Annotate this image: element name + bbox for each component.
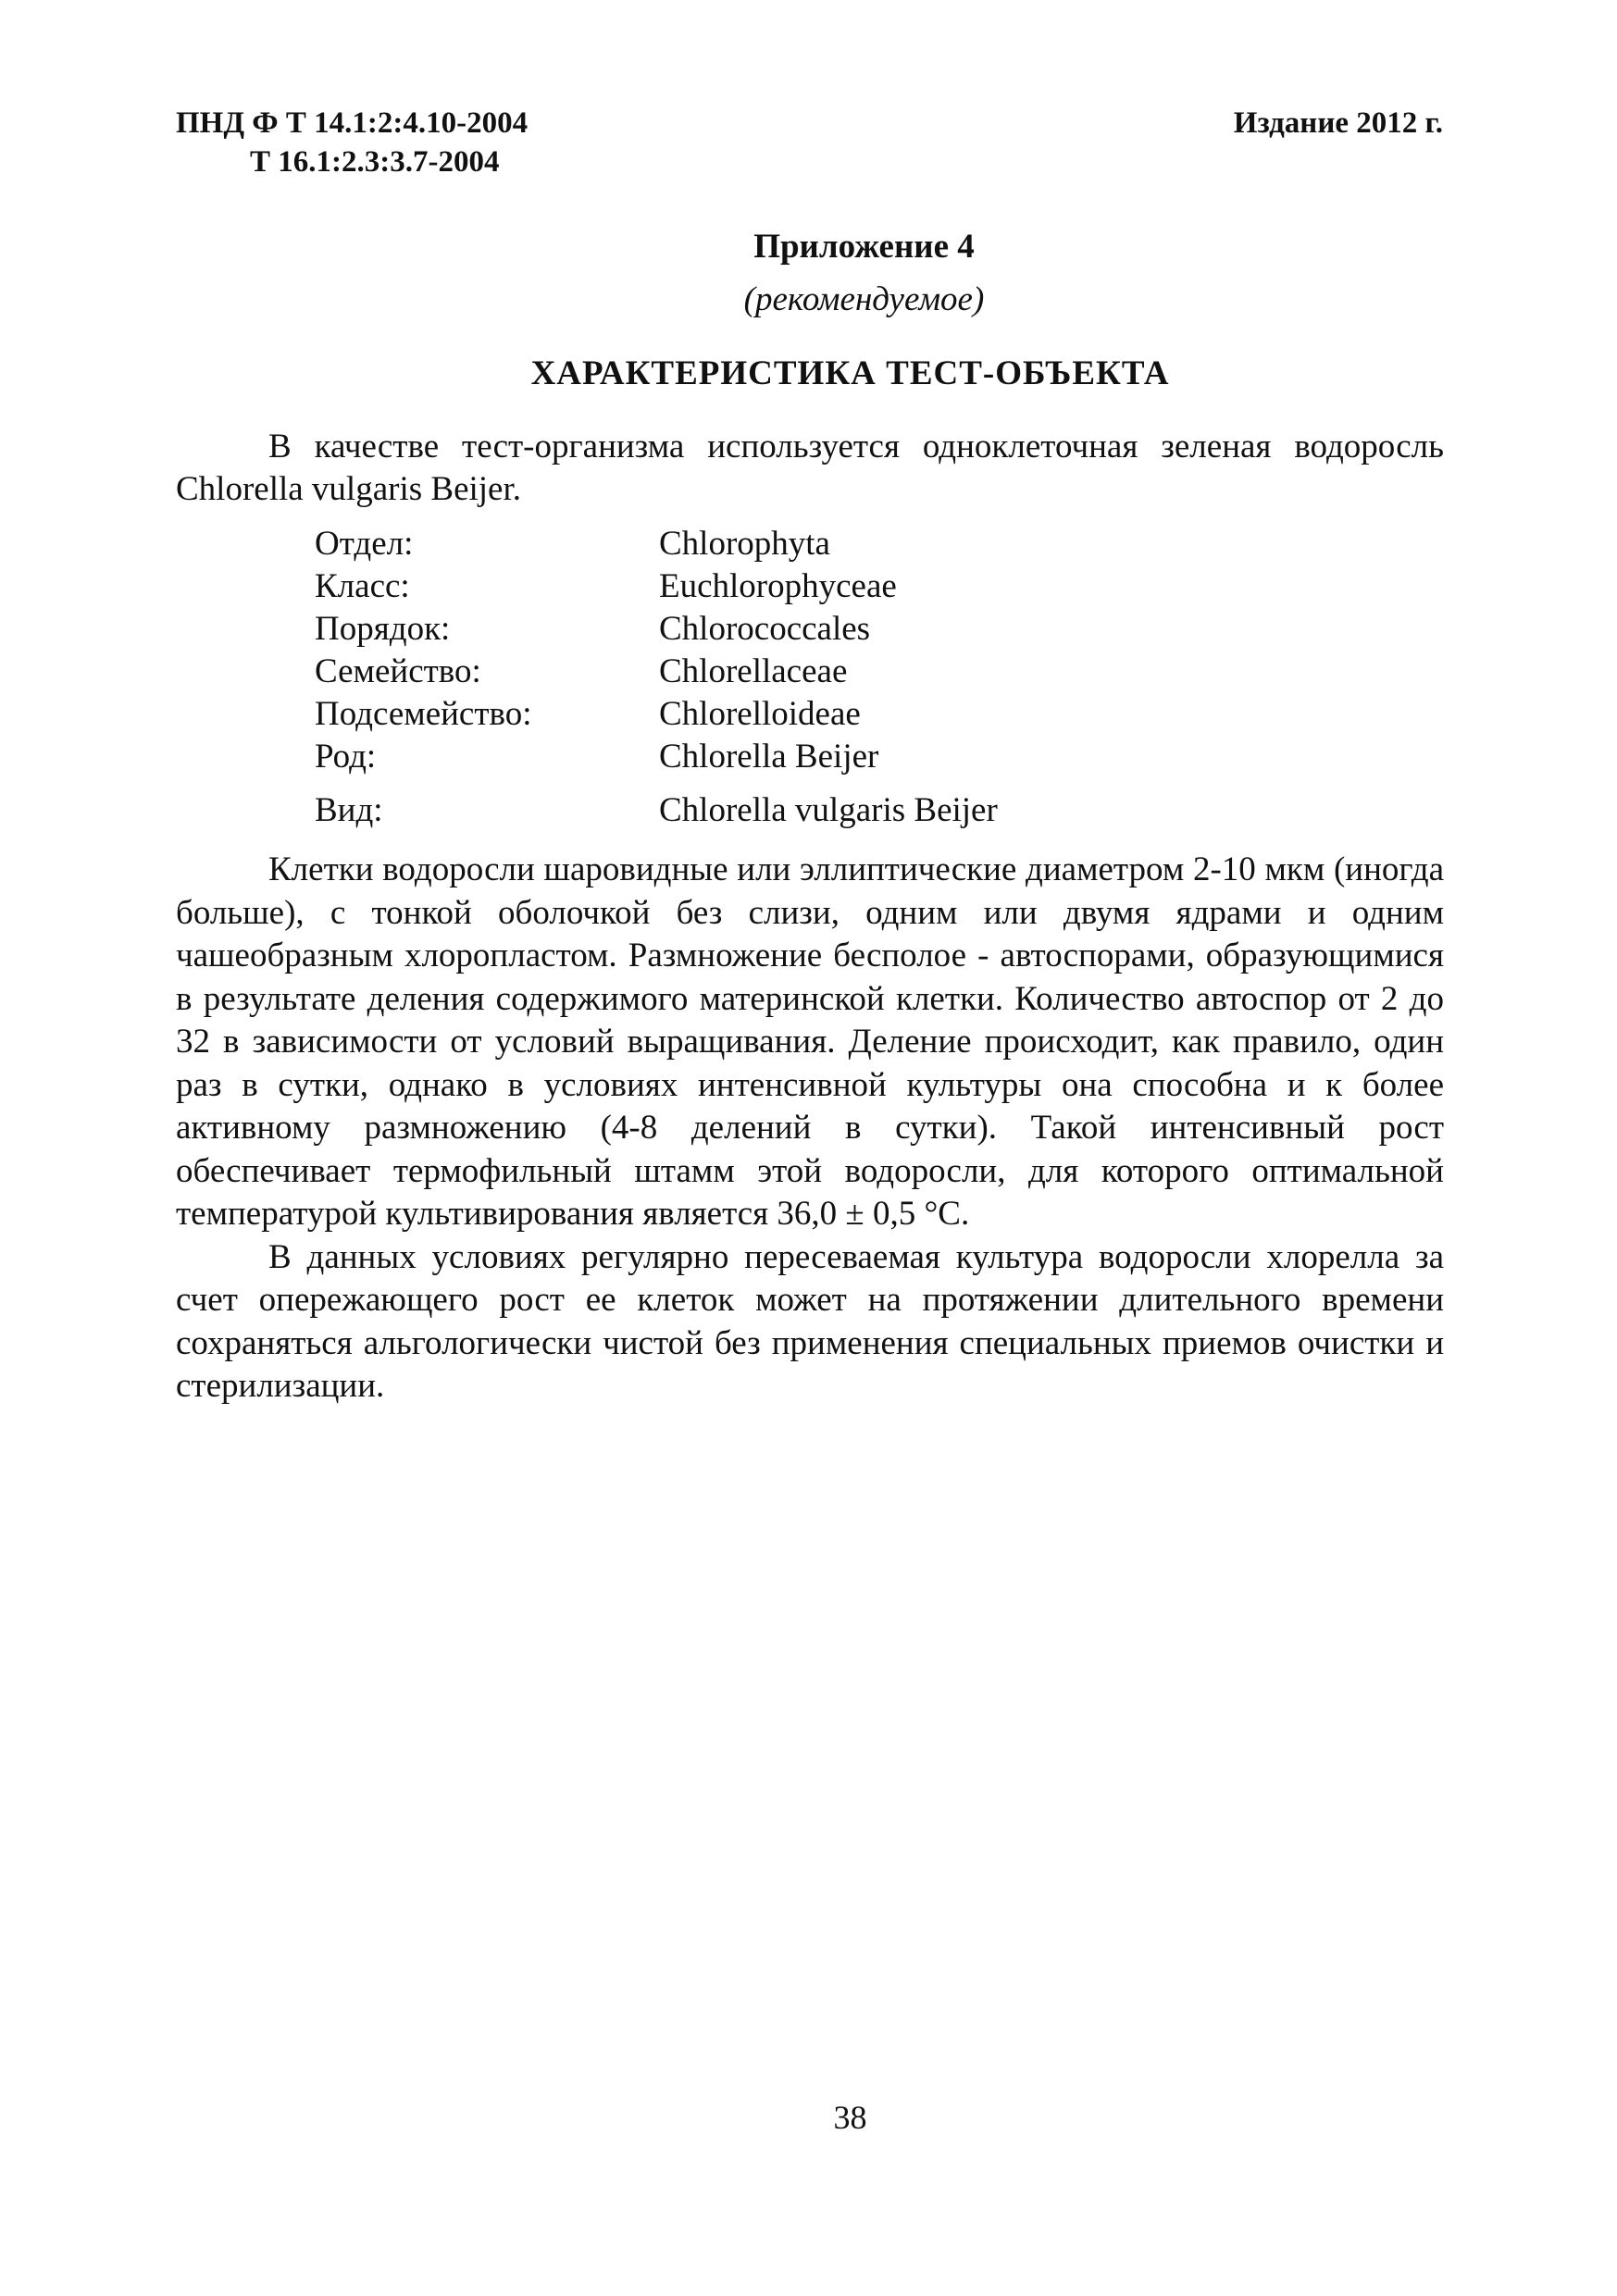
intro-paragraph: В качестве тест-организма используется одноклеточная зеленая водоросль Chlorella vulgaris Beijer. [176, 428, 1444, 508]
taxonomy-value: Chlorelloideae [659, 695, 861, 733]
taxonomy-row [315, 693, 998, 736]
taxonomy-table [315, 523, 998, 832]
taxonomy-row [315, 736, 998, 778]
taxonomy-rank: Подсемейство: [315, 695, 532, 733]
taxonomy-value: Chlorella Beijer [659, 738, 879, 776]
taxonomy-rank: Класс: [315, 567, 410, 605]
taxonomy-row [315, 608, 998, 651]
taxonomy-rank: Род: [315, 738, 377, 776]
taxonomy-rank: Семейство: [315, 652, 481, 690]
taxonomy-rank: Отдел: [315, 525, 414, 563]
body-text [176, 849, 1444, 1409]
taxonomy-row [315, 523, 998, 565]
taxonomy-value: Chlorellaceae [659, 652, 848, 690]
body-paragraph: В данных условиях регулярно пересеваемая культура водоросли хлорелла за счет опережающего рост ее клеток может на протяжении длительного времени сохраняться альгологически чистой без применения специальных приемов очистки и стерилизации. [176, 1237, 1444, 1405]
body-paragraph: Клетки водоросли шаровидные или эллиптические диаметром 2-10 мкм (иногда больше), с тонкой оболочкой без слизи, одним или двумя ядрами и одним чашеобразным хлоропластом. Размножение бесполое - автоспорами, образующимися в результате деления содержимого материнской клетки. Количество автоспор от 2 до 32 в зависимости от условий выращивания. Деление происходит, как правило, один раз в сутки, однако в условиях интенсивной культуры она способна и к более активному размножению (4-8 делений в сутки). Такой интенсивный рост обеспечивает термофильный штамм этой водоросли, для которого оптимальной температурой культивирования является 36,0 ± 0,5 °С. [176, 850, 1444, 1233]
document-code [176, 104, 528, 181]
appendix-status: (рекомендуемое) [743, 280, 985, 318]
taxonomy-value: Chlorophyta [659, 525, 830, 563]
taxonomy-row [315, 651, 998, 693]
taxonomy-value: Chlorella vulgaris Beijer [659, 791, 998, 829]
appendix-label: Приложение 4 [753, 228, 975, 266]
edition-label: Издание 2012 г. [1233, 106, 1443, 140]
page-number: 38 [833, 2099, 867, 2136]
document-code-line-2: Т 16.1:2.3:3.7-2004 [250, 145, 500, 179]
document-code-line-1: ПНД Ф Т 14.1:2:4.10-2004 [176, 106, 529, 140]
taxonomy-rank: Вид: [315, 791, 383, 829]
section-title: ХАРАКТЕРИСТИКА ТЕСТ-ОБЪЕКТА [530, 354, 1170, 392]
taxonomy-value: Euchlorophyceae [659, 567, 897, 605]
taxonomy-value: Chlorococcales [659, 610, 871, 648]
taxonomy-row [315, 565, 998, 608]
taxonomy-row [315, 789, 998, 832]
taxonomy-rank: Порядок: [315, 610, 451, 648]
